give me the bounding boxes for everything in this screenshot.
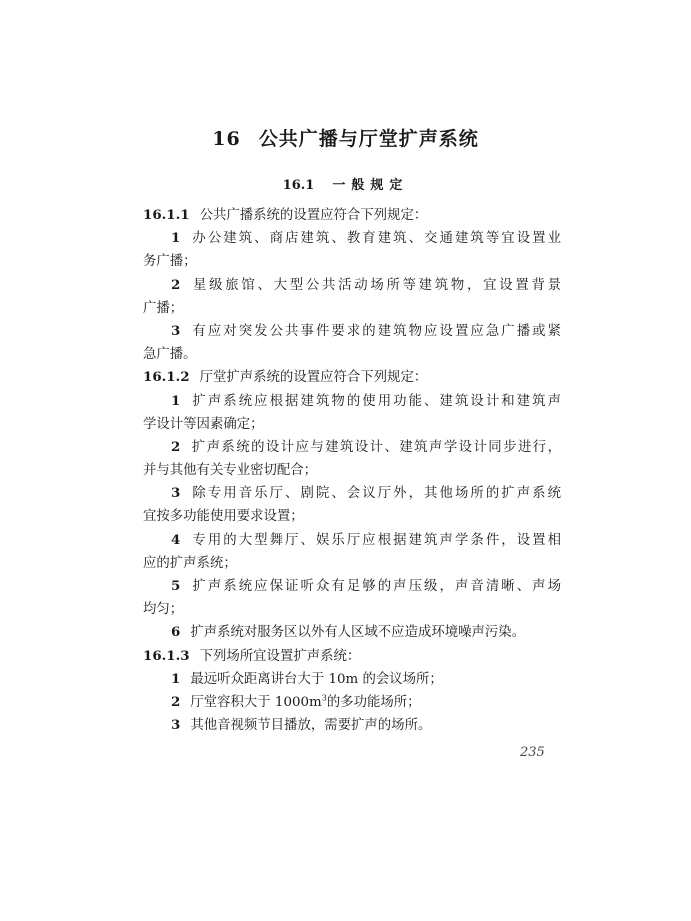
chapter-number: 16 (212, 128, 241, 150)
clause-number: 16.1.3 (143, 647, 190, 664)
list-item (143, 714, 561, 737)
clause-text: 厅堂扩声系统的设置应符合下列规定： (199, 370, 428, 386)
item-text: 办公建筑、商店建筑、教育建筑、交通建筑等宜设置业 (190, 231, 561, 247)
chapter-title (0, 124, 691, 151)
item-text: 除专用音乐厅、剧院、会议厅外，其他场所的扩声系统 (190, 486, 561, 502)
clause-heading (143, 645, 561, 668)
item-number: 1 (171, 230, 181, 247)
item-number: 3 (171, 485, 181, 502)
section-title-text: 一般规定 (332, 178, 409, 193)
item-continuation: 学设计等因素确定； (143, 416, 264, 432)
item-text: 最远听众距离讲台大于 10m 的会议场所； (190, 671, 443, 687)
item-continuation: 均匀； (143, 602, 184, 618)
section-title (0, 174, 691, 193)
item-text: 扩声系统应保证听众有足够的声压级，声音清晰、声场 (190, 579, 561, 594)
item-number: 4 (171, 531, 181, 548)
item-number: 2 (171, 276, 181, 293)
list-item (143, 529, 561, 552)
clause-heading (143, 204, 561, 227)
item-continuation: 急广播。 (143, 347, 197, 363)
section-number: 16.1 (282, 178, 315, 193)
list-item (143, 436, 561, 459)
item-text: 扩声系统的设计应与建筑设计、建筑声学设计同步进行， (190, 439, 561, 455)
list-item (143, 227, 561, 250)
list-item (143, 575, 561, 598)
list-item (143, 482, 561, 505)
list-item (143, 320, 561, 343)
item-text: 有应对突发公共事件要求的建筑物应设置应急广播或紧 (190, 323, 561, 339)
item-number: 3 (171, 322, 181, 339)
list-item (143, 390, 561, 413)
item-text-post: 的多功能场所； (326, 694, 421, 710)
item-text: 扩声系统对服务区以外有人区域不应造成环境噪声污染。 (190, 625, 526, 641)
item-text: 扩声系统应根据建筑物的使用功能、建筑设计和建筑声 (190, 393, 561, 409)
item-continuation: 应的扩声系统； (143, 555, 237, 571)
item-text-pre: 厅堂容积大于 1000m (190, 694, 322, 710)
item-number: 2 (171, 438, 181, 455)
page-number: 235 (520, 745, 545, 760)
clause-text: 下列场所宜设置扩声系统： (199, 648, 361, 664)
list-item (143, 691, 561, 714)
list-item (143, 274, 561, 297)
item-continuation: 广播； (143, 300, 184, 316)
item-continuation: 并与其他有关专业密切配合； (143, 463, 318, 479)
list-item (143, 668, 561, 691)
list-item (143, 621, 561, 644)
item-number: 1 (171, 670, 181, 687)
clause-number: 16.1.2 (143, 369, 190, 386)
item-text: 专用的大型舞厅、娱乐厅应根据建筑声学条件，设置相 (190, 532, 561, 548)
superscript-exponent: 3 (321, 693, 327, 703)
clause-text: 公共广播系统的设置应符合下列规定： (199, 208, 428, 223)
item-continuation: 宜按多功能使用要求设置； (143, 509, 304, 525)
clause-number: 16.1.1 (143, 207, 190, 223)
item-number: 2 (171, 693, 181, 710)
body-text (143, 204, 561, 737)
item-number: 5 (171, 578, 181, 594)
item-text: 星级旅馆、大型公共活动场所等建筑物，宜设置背景 (190, 277, 561, 293)
item-text: 其他音视频节目播放，需要扩声的场所。 (190, 718, 432, 734)
clause-heading (143, 366, 561, 389)
item-continuation: 务广播； (143, 254, 197, 270)
item-number: 3 (171, 717, 181, 734)
chapter-title-text: 公共广播与厅堂扩声系统 (258, 128, 479, 150)
item-number: 1 (171, 392, 181, 409)
item-number: 6 (171, 624, 181, 641)
